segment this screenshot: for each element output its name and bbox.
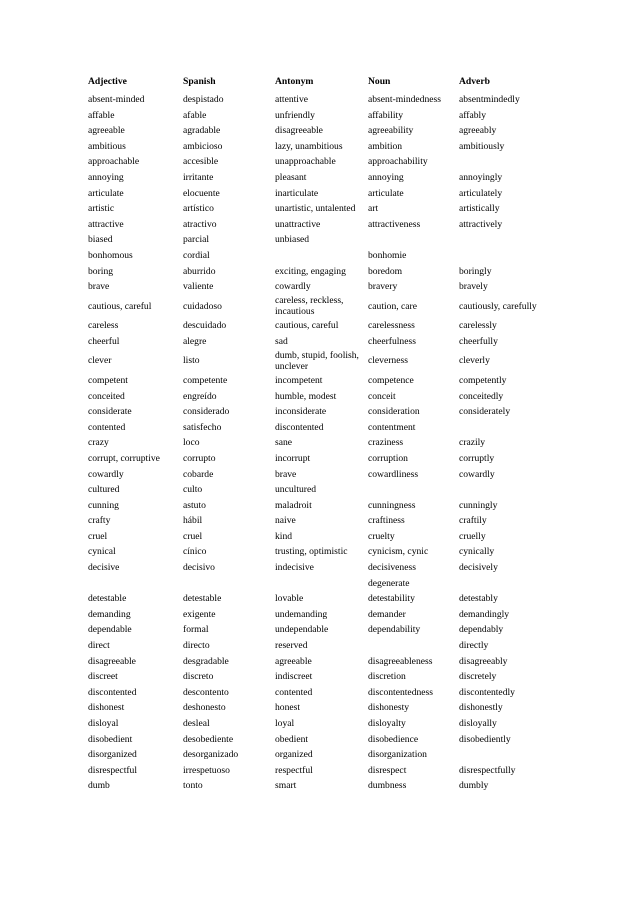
cell-noun: consideration (368, 406, 420, 418)
table-row (88, 232, 588, 248)
cell-adjective: discreet (88, 671, 118, 683)
cell-spanish: cobarde (183, 468, 214, 480)
cell-spanish: cínico (183, 546, 207, 558)
cell-spanish: listo (183, 355, 200, 367)
cell-adverb: cynically (459, 546, 495, 558)
cell-noun: art (368, 203, 379, 215)
cell-antonym: careless, reckless, incautious (275, 294, 344, 318)
cell-spanish: corrupto (183, 452, 216, 464)
cell-adverb: cleverly (459, 355, 490, 367)
table-row (88, 295, 588, 319)
cell-adverb: discretely (459, 671, 497, 683)
cell-antonym: sane (275, 437, 293, 449)
cell-antonym: unbiased (275, 234, 310, 246)
cell-adverb (459, 154, 588, 170)
cell-adjective: cynical (88, 546, 116, 558)
cell-adjective: crafty (88, 515, 111, 527)
cell-adjective: disloyal (88, 718, 119, 730)
table-row (88, 264, 588, 280)
cell-spanish: aburrido (183, 265, 216, 277)
cell-adjective: absent-minded (88, 94, 145, 106)
cell-antonym: kind (275, 530, 293, 542)
cell-spanish: engreído (183, 390, 217, 402)
cell-adjective: cheerful (88, 335, 120, 347)
table-row (88, 451, 588, 467)
table-row (88, 622, 588, 638)
cell-antonym: undependable (275, 624, 329, 636)
cell-noun (368, 232, 459, 248)
cell-adverb: craftily (459, 515, 487, 527)
table-row (88, 318, 588, 334)
cell-adjective: crazy (88, 437, 109, 449)
cell-adverb (459, 482, 588, 498)
table-row (88, 108, 588, 124)
cell-noun: cleverness (368, 355, 408, 367)
cell-adjective: affable (88, 109, 115, 121)
cell-spanish: ambicioso (183, 140, 223, 152)
cell-antonym: lovable (275, 593, 304, 605)
cell-noun: competence (368, 374, 414, 386)
cell-spanish: astuto (183, 499, 206, 511)
cell-adjective: direct (88, 640, 110, 652)
table-row (88, 482, 588, 498)
cell-adverb: decisively (459, 562, 498, 574)
table-row (88, 279, 588, 295)
table-row (88, 654, 588, 670)
cell-antonym: undemanding (275, 608, 328, 620)
table-row (88, 201, 588, 217)
header-spanish: Spanish (183, 76, 216, 88)
cell-adjective: cunning (88, 499, 119, 511)
cell-noun: disrespect (368, 764, 407, 776)
cell-adjective: attractive (88, 218, 124, 230)
cell-adverb: agreeably (459, 125, 497, 137)
table-row (88, 716, 588, 732)
table-row (88, 334, 588, 350)
cell-spanish: formal (183, 624, 209, 636)
table-row (88, 763, 588, 779)
cell-spanish: descontento (183, 686, 229, 698)
table-row (88, 732, 588, 748)
cell-adverb: articulately (459, 187, 503, 199)
cell-antonym: agreeable (275, 655, 312, 667)
cell-noun: cunningness (368, 499, 416, 511)
cell-adjective: cultured (88, 484, 120, 496)
cell-noun: cruelty (368, 530, 395, 542)
cell-antonym: loyal (275, 718, 295, 730)
table-row (88, 685, 588, 701)
cell-adjective: careless (88, 320, 119, 332)
cell-adverb: disobediently (459, 733, 511, 745)
cell-adjective: artistic (88, 203, 115, 215)
cell-noun: demander (368, 608, 406, 620)
cell-noun: articulate (368, 187, 404, 199)
cell-adverb: affably (459, 109, 486, 121)
cell-antonym: pleasant (275, 172, 307, 184)
cell-noun: detestability (368, 593, 415, 605)
cell-noun (368, 638, 459, 654)
cell-antonym (275, 576, 368, 592)
cell-spanish: desgradable (183, 655, 229, 667)
cell-adverb: considerately (459, 406, 511, 418)
cell-antonym: unfriendly (275, 109, 315, 121)
header-adjective: Adjective (88, 76, 127, 88)
cell-spanish: exigente (183, 608, 216, 620)
cell-adjective: competent (88, 374, 128, 386)
cell-noun: disobedience (368, 733, 419, 745)
cell-adjective: boring (88, 265, 114, 277)
cell-antonym: naive (275, 515, 296, 527)
cell-adverb: cowardly (459, 468, 495, 480)
table-row (88, 349, 588, 373)
cell-adjective: dishonest (88, 702, 125, 714)
table-body (88, 92, 588, 794)
cell-adjective: articulate (88, 187, 124, 199)
cell-noun: degenerate (368, 577, 410, 589)
table-row (88, 529, 588, 545)
cell-adjective: dependable (88, 624, 132, 636)
cell-adjective: ambitious (88, 140, 126, 152)
cell-adjective: annoying (88, 172, 124, 184)
cell-adverb: demandingly (459, 608, 510, 620)
cell-noun: discontentedness (368, 686, 434, 698)
cell-antonym: discontented (275, 421, 324, 433)
cell-adjective: dumb (88, 780, 110, 792)
cell-adjective: brave (88, 281, 110, 293)
cell-adjective: approachable (88, 156, 140, 168)
cell-antonym: cowardly (275, 281, 311, 293)
cell-antonym: disagreeable (275, 125, 323, 137)
table-row (88, 404, 588, 420)
cell-spanish: cruel (183, 530, 203, 542)
cell-spanish: hábil (183, 515, 203, 527)
cell-adjective: disrespectful (88, 764, 138, 776)
cell-spanish: elocuente (183, 187, 220, 199)
cell-noun: decisiveness (368, 562, 416, 574)
cell-adjective: bonhomous (88, 249, 133, 261)
cell-antonym: humble, modest (275, 390, 337, 402)
cell-antonym: dumb, stupid, foolish, unclever (275, 349, 359, 373)
cell-adjective: biased (88, 234, 113, 246)
cell-antonym: trusting, optimistic (275, 546, 348, 558)
cell-spanish: irrespetuoso (183, 764, 230, 776)
cell-noun: craziness (368, 437, 404, 449)
cell-noun: carelessness (368, 320, 415, 332)
cell-adverb: boringly (459, 265, 492, 277)
cell-adjective: considerate (88, 406, 132, 418)
table-row (88, 139, 588, 155)
vocabulary-table (88, 76, 588, 794)
cell-antonym: brave (275, 468, 297, 480)
cell-noun: caution, care (368, 300, 418, 312)
cell-antonym: incorrupt (275, 452, 311, 464)
table-row (88, 373, 588, 389)
cell-noun: disagreeableness (368, 655, 433, 667)
cell-adjective: demanding (88, 608, 131, 620)
cell-adverb: disloyally (459, 718, 497, 730)
cell-noun: boredom (368, 265, 403, 277)
table-row (88, 638, 588, 654)
cell-antonym: reserved (275, 640, 308, 652)
cell-adjective: corrupt, corruptive (88, 452, 160, 464)
table-row (88, 498, 588, 514)
cell-adverb (459, 248, 588, 264)
cell-spanish: desorganizado (183, 749, 239, 761)
cell-spanish: accesible (183, 156, 219, 168)
cell-antonym: inarticulate (275, 187, 319, 199)
cell-noun: cynicism, cynic (368, 546, 429, 558)
cell-adverb: dependably (459, 624, 504, 636)
cell-noun: attractiveness (368, 218, 421, 230)
table-row (88, 669, 588, 685)
cell-adverb (459, 420, 588, 436)
cell-adverb: discontentedly (459, 686, 515, 698)
cell-adverb: competently (459, 374, 507, 386)
cell-noun: dishonesty (368, 702, 410, 714)
cell-adverb: absentmindedly (459, 94, 520, 106)
cell-adjective: conceited (88, 390, 125, 402)
cell-adjective: disobedient (88, 733, 133, 745)
cell-antonym: uncultured (275, 484, 317, 496)
table-row (88, 170, 588, 186)
table-row (88, 700, 588, 716)
cell-adjective: cowardly (88, 468, 124, 480)
cell-adjective: cautious, careful (88, 300, 152, 312)
table-row (88, 544, 588, 560)
header-adverb: Adverb (459, 76, 490, 88)
cell-spanish: artístico (183, 203, 214, 215)
cell-antonym: indecisive (275, 562, 314, 574)
cell-spanish: parcial (183, 234, 210, 246)
table-row (88, 217, 588, 233)
cell-noun (368, 482, 459, 498)
cell-antonym: smart (275, 780, 297, 792)
table-row (88, 466, 588, 482)
table-row (88, 576, 588, 592)
cell-adverb: attractively (459, 218, 503, 230)
cell-adjective: disagreeable (88, 655, 136, 667)
table-row (88, 513, 588, 529)
cell-spanish: atractivo (183, 218, 217, 230)
cell-spanish: detestable (183, 593, 222, 605)
cell-spanish: descuidado (183, 320, 227, 332)
cell-adverb: disrespectfully (459, 764, 516, 776)
cell-noun: craftiness (368, 515, 405, 527)
cell-antonym: attentive (275, 94, 309, 106)
cell-adverb: dumbly (459, 780, 489, 792)
cell-adverb: crazily (459, 437, 486, 449)
cell-noun: approachability (368, 156, 428, 168)
header-noun: Noun (368, 76, 391, 88)
cell-adverb: annoyingly (459, 172, 503, 184)
table-row (88, 92, 588, 108)
cell-adverb: carelessly (459, 320, 497, 332)
cell-noun: contentment (368, 421, 416, 433)
header-row (88, 76, 588, 92)
cell-adverb: artistically (459, 203, 500, 215)
table-row (88, 778, 588, 794)
cell-antonym: unartistic, untalented (275, 203, 356, 215)
cell-adverb: conceitedly (459, 390, 504, 402)
cell-adjective: cruel (88, 530, 108, 542)
cell-adverb: corruptly (459, 452, 495, 464)
cell-spanish: alegre (183, 335, 207, 347)
cell-antonym: cautious, careful (275, 320, 339, 332)
cell-noun: bravery (368, 281, 398, 293)
cell-antonym: inconsiderate (275, 406, 327, 418)
table-row (88, 248, 588, 264)
cell-noun: discretion (368, 671, 406, 683)
cell-spanish: satisfecho (183, 421, 222, 433)
cell-spanish: agradable (183, 125, 221, 137)
cell-antonym: maladroit (275, 499, 312, 511)
cell-noun: agreeability (368, 125, 414, 137)
cell-spanish: cordial (183, 249, 210, 261)
cell-noun: affability (368, 109, 403, 121)
cell-adverb: ambitiously (459, 140, 505, 152)
cell-spanish: irritante (183, 172, 214, 184)
cell-adverb (459, 747, 588, 763)
cell-adverb: cunningly (459, 499, 498, 511)
table-row (88, 154, 588, 170)
cell-spanish: discreto (183, 671, 214, 683)
cell-antonym: incompetent (275, 374, 323, 386)
cell-spanish: tonto (183, 780, 203, 792)
cell-antonym (275, 248, 368, 264)
cell-noun: conceit (368, 390, 396, 402)
table-row (88, 560, 588, 576)
cell-spanish: valiente (183, 281, 214, 293)
cell-spanish: loco (183, 437, 200, 449)
cell-adverb: dishonestly (459, 702, 503, 714)
cell-spanish: decisivo (183, 562, 215, 574)
table-row (88, 389, 588, 405)
cell-antonym: unapproachable (275, 156, 336, 168)
table-row (88, 435, 588, 451)
cell-spanish: competente (183, 374, 228, 386)
cell-adjective: detestable (88, 593, 127, 605)
cell-noun: ambition (368, 140, 403, 152)
cell-noun: cowardliness (368, 468, 419, 480)
cell-noun: dumbness (368, 780, 407, 792)
cell-adverb (459, 232, 588, 248)
cell-noun: disorganization (368, 749, 427, 761)
cell-noun: dependability (368, 624, 421, 636)
cell-antonym: organized (275, 749, 313, 761)
cell-spanish: directo (183, 640, 210, 652)
cell-adjective: agreeable (88, 125, 125, 137)
cell-adverb: cruelly (459, 530, 486, 542)
cell-adverb: disagreeably (459, 655, 508, 667)
cell-adverb: cautiously, carefully (459, 300, 537, 312)
cell-adjective: clever (88, 355, 112, 367)
cell-antonym: exciting, engaging (275, 265, 346, 277)
cell-adverb: bravely (459, 281, 488, 293)
cell-antonym: respectful (275, 764, 313, 776)
cell-adverb: directly (459, 640, 489, 652)
cell-noun: disloyalty (368, 718, 406, 730)
cell-noun: annoying (368, 172, 404, 184)
table-row (88, 607, 588, 623)
cell-antonym: contented (275, 686, 313, 698)
cell-noun: cheerfulness (368, 335, 416, 347)
cell-spanish: desobediente (183, 733, 234, 745)
table-row (88, 186, 588, 202)
header-antonym: Antonym (275, 76, 314, 88)
cell-adjective: decisive (88, 562, 120, 574)
cell-spanish: culto (183, 484, 203, 496)
cell-adverb (459, 576, 588, 592)
cell-antonym: obedient (275, 733, 309, 745)
cell-adverb: detestably (459, 593, 498, 605)
table-row (88, 591, 588, 607)
cell-spanish (183, 576, 275, 592)
cell-spanish: cuidadoso (183, 300, 222, 312)
cell-noun: absent-mindedness (368, 94, 442, 106)
cell-antonym: unattractive (275, 218, 321, 230)
cell-adjective: disorganized (88, 749, 137, 761)
table-row (88, 420, 588, 436)
cell-spanish: despistado (183, 94, 224, 106)
table-row (88, 747, 588, 763)
cell-noun: bonhomie (368, 249, 407, 261)
cell-antonym: lazy, unambitious (275, 140, 343, 152)
cell-spanish: deshonesto (183, 702, 226, 714)
cell-spanish: considerado (183, 406, 230, 418)
cell-antonym: sad (275, 335, 288, 347)
cell-adjective (88, 576, 183, 592)
table-header (88, 76, 588, 92)
cell-adjective: discontented (88, 686, 137, 698)
cell-noun: corruption (368, 452, 408, 464)
cell-adverb: cheerfully (459, 335, 498, 347)
cell-spanish: desleal (183, 718, 210, 730)
table-row (88, 123, 588, 139)
cell-adjective: contented (88, 421, 126, 433)
cell-spanish: afable (183, 109, 207, 121)
cell-antonym: honest (275, 702, 301, 714)
cell-antonym: indiscreet (275, 671, 313, 683)
